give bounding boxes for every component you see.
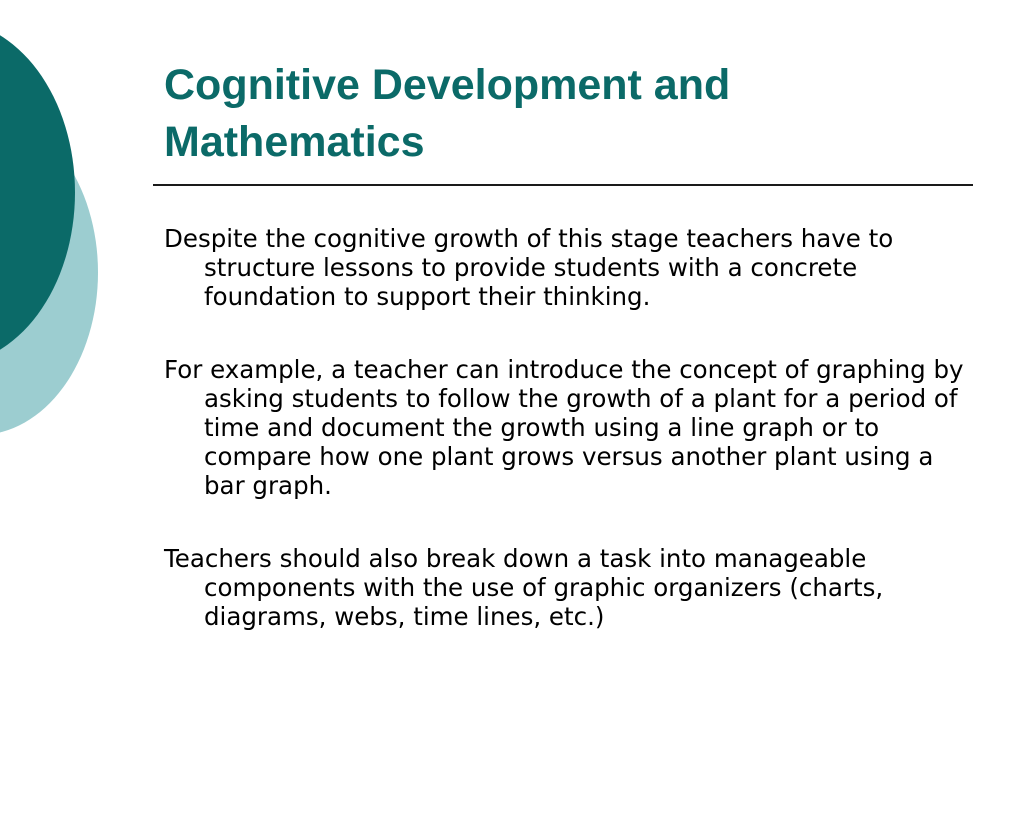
body-paragraph-2: For example, a teacher can introduce the concept of graphing by asking students to follow the growth of a plant for a period of time and document the growth using a line graph or to compare how one plant grows versus another plant using a bar graph. xyxy=(164,354,964,501)
body-paragraph-1: Despite the cognitive growth of this stage teachers have to structure lessons to provide students with a concrete foundation to support their thinking. xyxy=(164,224,894,312)
body-paragraph-3: Teachers should also break down a task into manageable components with the use of graphic organizers (charts, diagrams, webs, time lines, etc.) xyxy=(164,543,884,632)
slide-title: Cognitive Development and Mathematics xyxy=(164,61,731,166)
title-divider xyxy=(153,184,973,186)
slide-body xyxy=(164,224,974,674)
